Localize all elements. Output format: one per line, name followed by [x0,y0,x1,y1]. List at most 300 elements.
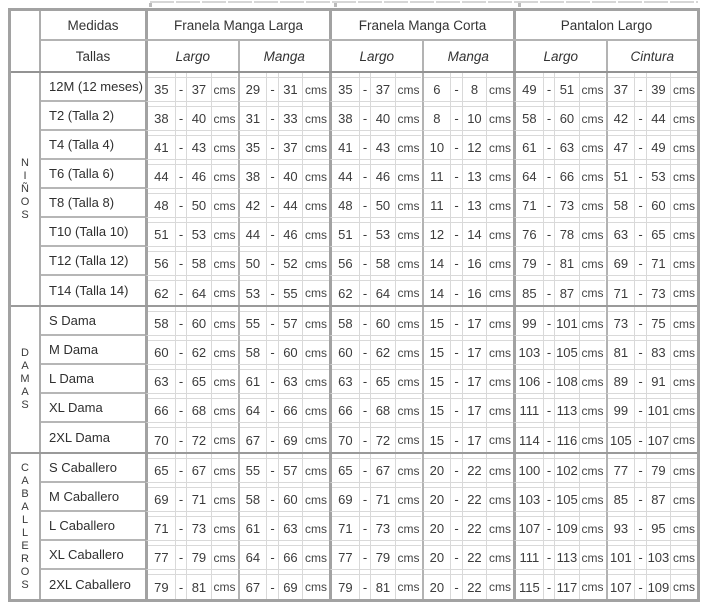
measure-value-max: 63 [279,370,303,393]
measure-value-min: 58 [240,341,268,364]
measure-value-min: 20 [424,546,452,569]
measure-value-max: 60 [647,194,671,217]
unit-label: cms [581,256,604,271]
range-dash: - [451,136,463,159]
measurement-cell [513,454,606,483]
measure-value-min: 20 [424,575,452,599]
range-dash: - [635,281,647,305]
range-dash: - [360,252,372,275]
measure-value-max: 53 [371,223,395,246]
range-dash: - [267,78,279,101]
measurement-cell [606,454,698,483]
measure-value-min: 48 [332,194,360,217]
measure-value-max: 43 [187,136,211,159]
table-row [41,131,697,160]
range-dash: - [635,459,647,482]
range-dash: - [544,428,556,452]
measure-value-min: 38 [240,165,268,188]
unit-label: cms [213,580,236,594]
range-dash: - [635,312,647,335]
measure-value-min: 51 [332,223,360,246]
measurement-cell [329,541,422,570]
measurement-cell [513,247,606,276]
measure-value-min: 62 [332,281,360,305]
unit-label: cms [488,550,511,565]
range-dash: - [176,341,188,364]
unit-label: cms [304,463,327,478]
cropped-gridline-stub [518,3,521,7]
measure-value-max: 17 [463,399,487,422]
range-dash: - [635,341,647,364]
measure-value-max: 73 [647,281,671,305]
measurement-cell [145,307,238,336]
measure-value-max: 51 [555,78,579,101]
measure-value-min: 71 [148,517,176,540]
measurement-cell [606,189,698,218]
unit-label: cms [304,521,327,536]
range-dash: - [544,165,556,188]
measurement-cell [238,454,330,483]
unit-label: cms [581,492,604,507]
unit-label: cms [672,521,695,536]
size-label: L Dama [41,365,145,394]
unit-label: cms [213,316,236,331]
range-dash: - [176,281,188,305]
range-dash: - [267,107,279,130]
unit-label: cms [488,169,511,184]
measure-value-min: 79 [332,575,360,599]
size-label: XL Caballero [41,541,145,570]
unit-label: cms [581,550,604,565]
header-sub-pantalon-largo-largo: Largo [513,41,606,71]
unit-label: cms [397,198,420,213]
measure-value-max: 79 [187,546,211,569]
measure-value-min: 38 [148,107,176,130]
measurement-cell [513,218,606,247]
range-dash: - [544,136,556,159]
range-dash: - [451,488,463,511]
unit-label: cms [488,580,511,594]
section-label-letter: Ñ [21,182,29,195]
measurement-cell [329,394,422,423]
measurement-cell [329,336,422,365]
range-dash: - [267,575,279,599]
table-row [41,102,697,131]
measure-value-max: 87 [647,488,671,511]
measure-value-max: 39 [647,78,671,101]
section-label-letter: S [21,578,29,591]
measurement-cell [422,365,514,394]
measure-value-max: 8 [463,78,487,101]
unit-label: cms [397,463,420,478]
size-label: T10 (Talla 10) [41,218,145,247]
measurement-cell [422,423,514,452]
unit-label: cms [397,345,420,360]
measurement-cell [238,131,330,160]
measurement-cell [606,365,698,394]
range-dash: - [267,459,279,482]
measurement-cell [238,365,330,394]
range-dash: - [635,165,647,188]
measure-value-max: 65 [187,370,211,393]
measure-value-max: 66 [279,546,303,569]
measure-value-max: 65 [647,223,671,246]
measure-value-min: 61 [240,517,268,540]
range-dash: - [360,575,372,599]
measure-value-max: 16 [463,252,487,275]
range-dash: - [176,312,188,335]
measure-value-max: 58 [187,252,211,275]
section-label-letter: M [20,373,30,385]
measure-value-min: 15 [424,399,452,422]
measurement-cell [238,423,330,452]
measurement-cell [606,483,698,512]
header-group-franela-manga-corta: Franela Manga Corta [329,11,513,39]
table-row [41,365,697,394]
header-sub-franela-manga-larga-largo: Largo [145,41,238,71]
measurement-cell [329,218,422,247]
measurement-cell [513,423,606,452]
measure-value-min: 107 [608,575,636,599]
unit-label: cms [581,403,604,418]
range-dash: - [635,78,647,101]
measurement-cell [422,131,514,160]
unit-label: cms [581,169,604,184]
range-dash: - [267,546,279,569]
range-dash: - [544,281,556,305]
measure-value-max: 113 [555,399,579,422]
range-dash: - [451,575,463,599]
header-row-subcolumns [41,41,697,71]
measure-value-max: 66 [555,165,579,188]
size-label: XL Dama [41,394,145,423]
range-dash: - [544,459,556,482]
measurement-cell [145,570,238,599]
measure-value-min: 58 [148,312,176,335]
measure-value-max: 46 [279,223,303,246]
measurement-cell [329,454,422,483]
measurement-cell [606,73,698,102]
measure-value-min: 6 [424,78,452,101]
measure-value-min: 51 [148,223,176,246]
range-dash: - [176,194,188,217]
measure-value-min: 115 [516,575,544,599]
measurement-cell [238,307,330,336]
unit-label: cms [397,82,420,97]
measure-value-min: 15 [424,370,452,393]
measurement-cell [329,483,422,512]
measure-value-min: 51 [608,165,636,188]
measure-value-min: 64 [240,399,268,422]
measure-value-max: 65 [371,370,395,393]
section-ninos [11,73,697,305]
measure-value-min: 8 [424,107,452,130]
measurement-cell [422,483,514,512]
measure-value-max: 105 [555,341,579,364]
measure-value-max: 37 [279,136,303,159]
section-label-letter: A [21,500,29,513]
measure-value-max: 22 [463,517,487,540]
measurement-cell [329,160,422,189]
range-dash: - [267,223,279,246]
range-dash: - [176,459,188,482]
unit-label: cms [672,463,695,478]
measure-value-min: 79 [516,252,544,275]
range-dash: - [635,488,647,511]
measure-value-max: 60 [371,312,395,335]
section-rows [41,73,697,305]
measurement-cell [513,73,606,102]
measurement-cell [145,189,238,218]
measure-value-max: 22 [463,488,487,511]
size-label: M Dama [41,336,145,365]
unit-label: cms [304,492,327,507]
unit-label: cms [581,82,604,97]
measurement-cell [145,160,238,189]
header-main [41,11,697,71]
range-dash: - [360,341,372,364]
measure-value-min: 64 [516,165,544,188]
measure-value-max: 81 [371,575,395,599]
measure-value-max: 83 [647,341,671,364]
measure-value-min: 85 [516,281,544,305]
measure-value-max: 73 [555,194,579,217]
range-dash: - [267,312,279,335]
range-dash: - [267,428,279,452]
measure-value-max: 17 [463,370,487,393]
measurement-cell [329,365,422,394]
measure-value-min: 15 [424,312,452,335]
measure-value-max: 108 [555,370,579,393]
measure-value-max: 79 [647,459,671,482]
measurement-cell [329,189,422,218]
measure-value-max: 31 [279,78,303,101]
range-dash: - [360,488,372,511]
range-dash: - [360,399,372,422]
measure-value-max: 107 [647,428,671,452]
unit-label: cms [581,374,604,389]
unit-label: cms [488,82,511,97]
measure-value-min: 37 [608,78,636,101]
unit-label: cms [304,286,327,300]
range-dash: - [176,78,188,101]
measure-value-max: 57 [279,459,303,482]
unit-label: cms [304,111,327,126]
range-dash: - [176,399,188,422]
unit-label: cms [213,492,236,507]
measure-value-max: 62 [187,341,211,364]
measure-value-min: 14 [424,281,452,305]
measure-value-min: 58 [240,488,268,511]
unit-label: cms [213,550,236,565]
unit-label: cms [672,580,695,594]
unit-label: cms [397,227,420,242]
measurement-cell [238,512,330,541]
measure-value-min: 70 [148,428,176,452]
unit-label: cms [397,521,420,536]
measure-value-min: 89 [608,370,636,393]
table-row [41,336,697,365]
range-dash: - [267,341,279,364]
unit-label: cms [213,463,236,478]
measure-value-min: 71 [332,517,360,540]
measure-value-min: 20 [424,517,452,540]
measure-value-min: 67 [240,428,268,452]
measure-value-min: 114 [516,428,544,452]
measure-value-max: 17 [463,428,487,452]
table-row [41,394,697,423]
measure-value-max: 79 [371,546,395,569]
range-dash: - [451,252,463,275]
unit-label: cms [213,111,236,126]
table-row [41,247,697,276]
range-dash: - [544,194,556,217]
unit-label: cms [213,374,236,389]
section-label-letter: A [21,474,29,487]
size-label: 12M (12 meses) [41,73,145,102]
measure-value-min: 66 [148,399,176,422]
measurement-cell [238,102,330,131]
measurement-cell [238,218,330,247]
measure-value-min: 62 [148,281,176,305]
range-dash: - [176,136,188,159]
unit-label: cms [581,286,604,300]
measure-value-min: 29 [240,78,268,101]
measurement-cell [513,541,606,570]
measure-value-max: 16 [463,281,487,305]
unit-label: cms [488,286,511,300]
range-dash: - [267,399,279,422]
range-dash: - [544,223,556,246]
range-dash: - [544,488,556,511]
measurement-cell [606,160,698,189]
range-dash: - [544,399,556,422]
unit-label: cms [397,169,420,184]
measure-value-min: 71 [516,194,544,217]
measure-value-min: 15 [424,341,452,364]
measure-value-min: 11 [424,194,452,217]
measure-value-min: 77 [148,546,176,569]
measurement-cell [238,73,330,102]
range-dash: - [176,488,188,511]
size-label: T8 (Talla 8) [41,189,145,218]
measurement-cell [422,218,514,247]
measurement-cell [329,247,422,276]
measure-value-min: 56 [332,252,360,275]
measure-value-max: 46 [371,165,395,188]
table-row [41,454,697,483]
measure-value-max: 78 [555,223,579,246]
range-dash: - [176,223,188,246]
measurement-cell [329,307,422,336]
unit-label: cms [304,82,327,97]
unit-label: cms [672,286,695,300]
measure-value-min: 61 [516,136,544,159]
measure-value-max: 37 [371,78,395,101]
range-dash: - [544,517,556,540]
measurement-cell [606,541,698,570]
range-dash: - [635,370,647,393]
measure-value-min: 20 [424,488,452,511]
measurement-cell [422,189,514,218]
measure-value-max: 109 [647,575,671,599]
range-dash: - [176,370,188,393]
unit-label: cms [304,433,327,447]
measurement-cell [329,570,422,599]
range-dash: - [451,165,463,188]
cropped-gridline-stub [149,3,152,7]
range-dash: - [267,517,279,540]
size-label: T12 (Talla 12) [41,247,145,276]
measurement-cell [513,102,606,131]
range-dash: - [544,252,556,275]
measure-value-max: 46 [187,165,211,188]
section-rows [41,307,697,452]
section-label-letter: C [21,461,29,474]
unit-label: cms [488,374,511,389]
table-row [41,570,697,599]
measurement-cell [238,541,330,570]
unit-label: cms [488,463,511,478]
range-dash: - [176,252,188,275]
measurement-cell [606,570,698,599]
measurement-cell [145,276,238,305]
measure-value-min: 106 [516,370,544,393]
range-dash: - [451,107,463,130]
unit-label: cms [397,286,420,300]
measure-value-min: 31 [240,107,268,130]
range-dash: - [267,252,279,275]
measure-value-max: 116 [555,428,579,452]
range-dash: - [635,194,647,217]
measure-value-min: 47 [608,136,636,159]
table-header [11,11,697,73]
measure-value-min: 81 [608,341,636,364]
unit-label: cms [213,82,236,97]
measure-value-max: 109 [555,517,579,540]
unit-label: cms [397,316,420,331]
range-dash: - [360,428,372,452]
range-dash: - [544,546,556,569]
measure-value-max: 43 [371,136,395,159]
measure-value-min: 71 [608,281,636,305]
measurement-cell [145,512,238,541]
measurement-cell [329,73,422,102]
section-label-letter: O [20,565,30,578]
measurement-cell [238,570,330,599]
measure-value-min: 63 [148,370,176,393]
measurement-cell [422,247,514,276]
unit-label: cms [672,433,695,447]
header-group-pantalon-largo: Pantalon Largo [513,11,697,39]
header-medidas: Medidas [67,17,119,33]
measure-value-min: 103 [516,488,544,511]
range-dash: - [451,517,463,540]
range-dash: - [360,107,372,130]
range-dash: - [635,546,647,569]
range-dash: - [176,428,188,452]
measure-value-min: 55 [240,459,268,482]
measurement-cell [238,394,330,423]
range-dash: - [360,165,372,188]
measure-value-min: 53 [240,281,268,305]
range-dash: - [544,575,556,599]
range-dash: - [267,194,279,217]
measurement-cell [145,541,238,570]
section-label-letter: E [21,539,29,552]
measurement-cell [606,394,698,423]
unit-label: cms [304,227,327,242]
